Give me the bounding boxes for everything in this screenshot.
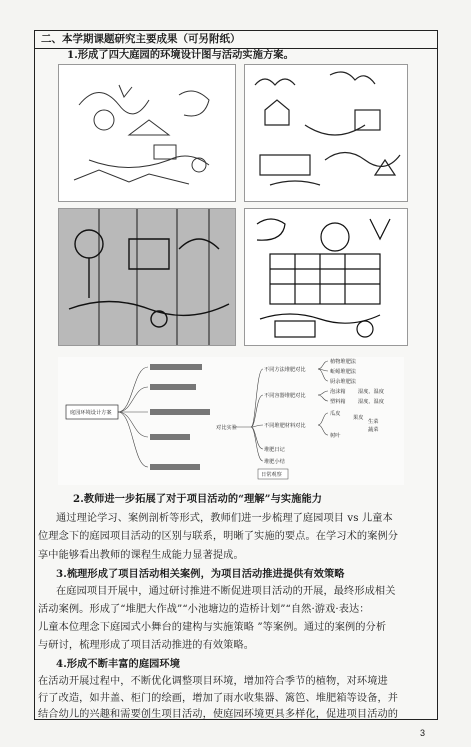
mindmap-mid-4: 堆肥日记 xyxy=(264,447,285,453)
paragraph-heading-4: 4.形成不断丰富的庭园环境 xyxy=(56,658,180,670)
sketch-drawing-3 xyxy=(59,209,235,345)
paragraph-heading-3: 3.梳理形成了项目活动相关案例，为项目活动推进提供有效策略 xyxy=(56,568,345,580)
paragraph-line: 在活动开展过程中，不断优化调整项目环境，增加符合季节的植物，对环境进 xyxy=(38,676,388,687)
mindmap-leaf-9: 果皮 xyxy=(353,415,364,421)
paragraph-line: 儿童本位理念下庭园式小舞台的建构与实施策略 ”等案例。通过的案例的分析 xyxy=(38,622,387,633)
mindmap-leaf-10: 生菜 xyxy=(368,419,379,425)
page-number: 3 xyxy=(420,728,426,738)
paragraph-line: 享中能够看出教师的课程生成能力显著提成。 xyxy=(38,550,244,561)
paragraph-line: 在庭园项目开展中，通过研讨推进不断促进项目活动的开展，最终形成相关 xyxy=(56,586,396,597)
mindmap-bottom: 日常观察 xyxy=(261,472,282,478)
mindmap-leaf-8: 瓜皮 xyxy=(330,411,341,417)
section-header: 二、本学期课题研究主要成果（可另附纸） xyxy=(35,31,437,49)
subtitle-1: 1.形成了四大庭园的环境设计图与活动实施方案。 xyxy=(67,49,294,61)
mindmap-leaf-11: 蔬菜 xyxy=(368,427,379,433)
project-mindmap xyxy=(58,357,404,485)
paragraph-line: 与研讨，梳理形成了项目活动推进的有效策略。 xyxy=(38,640,255,651)
mindmap-root: 庭园环境设计方案 xyxy=(70,410,112,416)
mindmap-mid-2: 不同容器堆肥对比 xyxy=(264,393,306,399)
mindmap-leaf-5: 塑料箱 xyxy=(330,399,346,405)
paragraph-line: 结合幼儿的兴趣和需要创生项目活动，使庭园环境更具多样化，促进项目活动的 xyxy=(38,709,399,720)
paragraph-line: 活动案例。形成了“堆肥大作战”“小池塘边的造桥计划”“自然·游戏·表达： xyxy=(38,604,370,615)
design-sketch-3 xyxy=(58,208,236,346)
paragraph-heading-2: 2.教师进一步拓展了对于项目活动的“理解”与实施能力 xyxy=(73,493,323,505)
mindmap-diagram xyxy=(58,357,404,485)
mindmap-leaf-7: 湿度、温度 xyxy=(358,399,384,405)
mindmap-leaf-4: 泡沫箱 xyxy=(330,389,346,395)
design-sketch-1 xyxy=(58,64,236,202)
sketch-drawing-4 xyxy=(245,209,407,345)
mindmap-leaf-12: 树叶 xyxy=(330,433,341,439)
mindmap-mid-1: 不同方法堆肥对比 xyxy=(264,367,306,373)
mindmap-mid-3: 不同堆肥材料对比 xyxy=(264,423,306,429)
sketch-drawing-2 xyxy=(245,65,407,201)
paragraph-line: 行了改造，如井盖、柜门的绘画，增加了雨水收集器、篱笆、堆肥箱等设备，并 xyxy=(38,693,399,704)
design-sketch-4 xyxy=(244,208,408,346)
mindmap-mid-5: 堆肥小结 xyxy=(264,459,285,465)
mindmap-leaf-2: 蚯蚓堆肥法 xyxy=(330,369,356,375)
mindmap-leaf-1: 植物堆肥法 xyxy=(330,359,356,365)
design-sketch-2 xyxy=(244,64,408,202)
mindmap-leaf-3: 厨余堆肥法 xyxy=(330,379,356,385)
paragraph-line: 位理念下的庭园项目活动的区别与联系，明晰了实施的要点。在学习术的案例分 xyxy=(38,531,399,542)
paragraph-line: 通过理论学习、案例剖析等形式，教师们进一步梳理了庭园项目 vs 儿童本 xyxy=(56,513,393,524)
sketch-drawing-1 xyxy=(59,65,235,201)
mindmap-leaf-6: 湿度、温度 xyxy=(358,389,384,395)
mindmap-center: 对比实验 xyxy=(216,425,237,431)
